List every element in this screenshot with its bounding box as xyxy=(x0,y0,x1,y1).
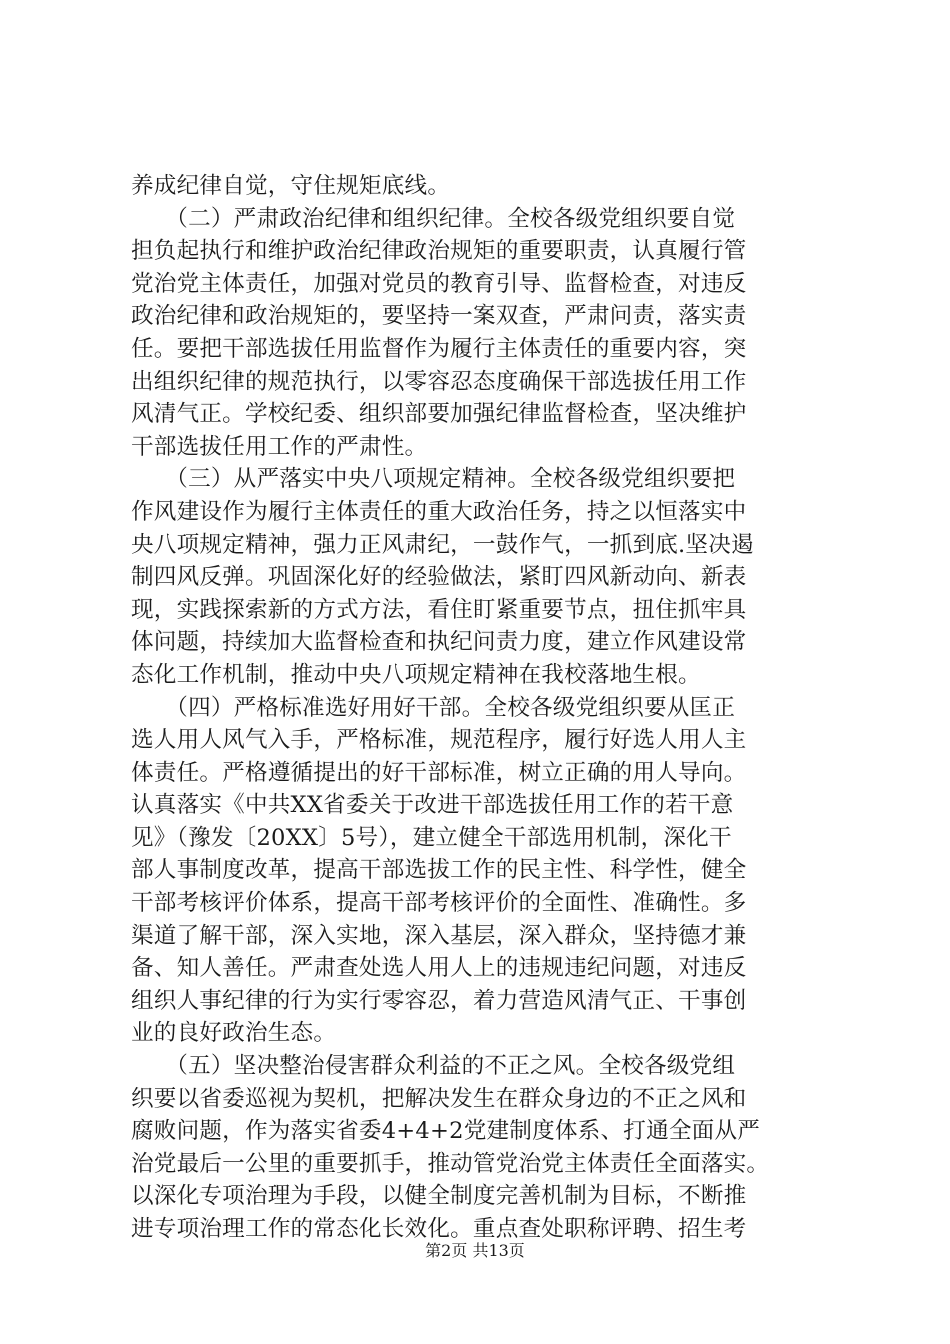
text-line: 腐败问题，作为落实省委4+4+2党建制度体系、打通全面从严 xyxy=(131,1118,761,1145)
text-line: 备、知人善任。严肃查处选人用人上的违规违纪问题，对违反 xyxy=(131,955,747,982)
text-line: 体问题，持续加大监督检查和执纪问责力度，建立作风建设常 xyxy=(131,629,747,656)
text-line: 部人事制度改革，提高干部选拔工作的民主性、科学性，健全 xyxy=(131,857,747,884)
text-line: 进专项治理工作的常态化长效化。重点查处职称评聘、招生考 xyxy=(131,1216,747,1242)
text-line: 体责任。严格遵循提出的好干部标准，树立正确的用人导向。 xyxy=(131,759,747,786)
text-line: 政治纪律和政治规矩的，要坚持一案双查，严肃问责，落实责 xyxy=(131,303,747,330)
text-line: 织要以省委巡视为契机，把解决发生在群众身边的不正之风和 xyxy=(131,1085,747,1112)
text-line: 现，实践探索新的方式方法，看住盯紧重要节点，扭住抓牢具 xyxy=(131,596,747,623)
text-line: 出组织纪律的规范执行，以零容忍态度确保干部选拔任用工作 xyxy=(131,368,747,395)
text-line: 认真落实《中共XX省委关于改进干部选拔任用工作的若干意 xyxy=(131,792,734,819)
text-line: （四）严格标准选好用好干部。全校各级党组织要从匡正 xyxy=(131,694,736,721)
text-line: 选人用人风气入手，严格标准，规范程序，履行好选人用人主 xyxy=(131,727,747,754)
text-line: 风清气正。学校纪委、组织部要加强纪律监督检查，坚决维护 xyxy=(131,401,747,428)
page-number-footer: 第2页 共13页 xyxy=(425,1241,525,1260)
text-line: （二）严肃政治纪律和组织纪律。全校各级党组织要自觉 xyxy=(131,205,736,232)
text-line: （三）从严落实中央八项规定精神。全校各级党组织要把 xyxy=(131,466,736,493)
text-line: 组织人事纪律的行为实行零容忍，着力营造风清气正、干事创 xyxy=(131,987,747,1014)
text-line: 业的良好政治生态。 xyxy=(131,1020,337,1047)
text-line: 治党最后一公里的重要抓手，推动管党治党主体责任全面落实。 xyxy=(131,1150,770,1177)
text-line: 见》（豫发〔20XX〕5号），建立健全干部选用机制，深化干 xyxy=(131,824,732,851)
text-line: 养成纪律自觉，守住规矩底线。 xyxy=(131,173,451,199)
text-line: 干部选拔任用工作的严肃性。 xyxy=(131,433,428,460)
text-line: 渠道了解干部，深入实地，深入基层，深入群众，坚持德才兼 xyxy=(131,922,747,949)
text-line: 干部考核评价体系，提高干部考核评价的全面性、准确性。多 xyxy=(131,890,747,917)
text-line: 以深化专项治理为手段，以健全制度完善机制为目标，不断推 xyxy=(131,1183,747,1210)
text-line: 担负起执行和维护政治纪律政治规矩的重要职责，认真履行管 xyxy=(131,238,747,265)
text-line: 制四风反弹。巩固深化好的经验做法，紧盯四风新动向、新表 xyxy=(131,564,747,591)
text-line: 党治党主体责任，加强对党员的教育引导、监督检查，对违反 xyxy=(131,270,747,297)
text-line: 态化工作机制，推动中央八项规定精神在我校落地生根。 xyxy=(131,661,701,688)
text-line: （五）坚决整治侵害群众利益的不正之风。全校各级党组 xyxy=(131,1053,736,1080)
document-body xyxy=(131,170,831,1246)
text-line: 央八项规定精神，强力正风肃纪，一鼓作气，一抓到底.坚决遏 xyxy=(131,531,754,558)
text-line: 任。要把干部选拔任用监督作为履行主体责任的重要内容，突 xyxy=(131,335,747,362)
text-line: 作风建设作为履行主体责任的重大政治任务，持之以恒落实中 xyxy=(131,498,747,525)
